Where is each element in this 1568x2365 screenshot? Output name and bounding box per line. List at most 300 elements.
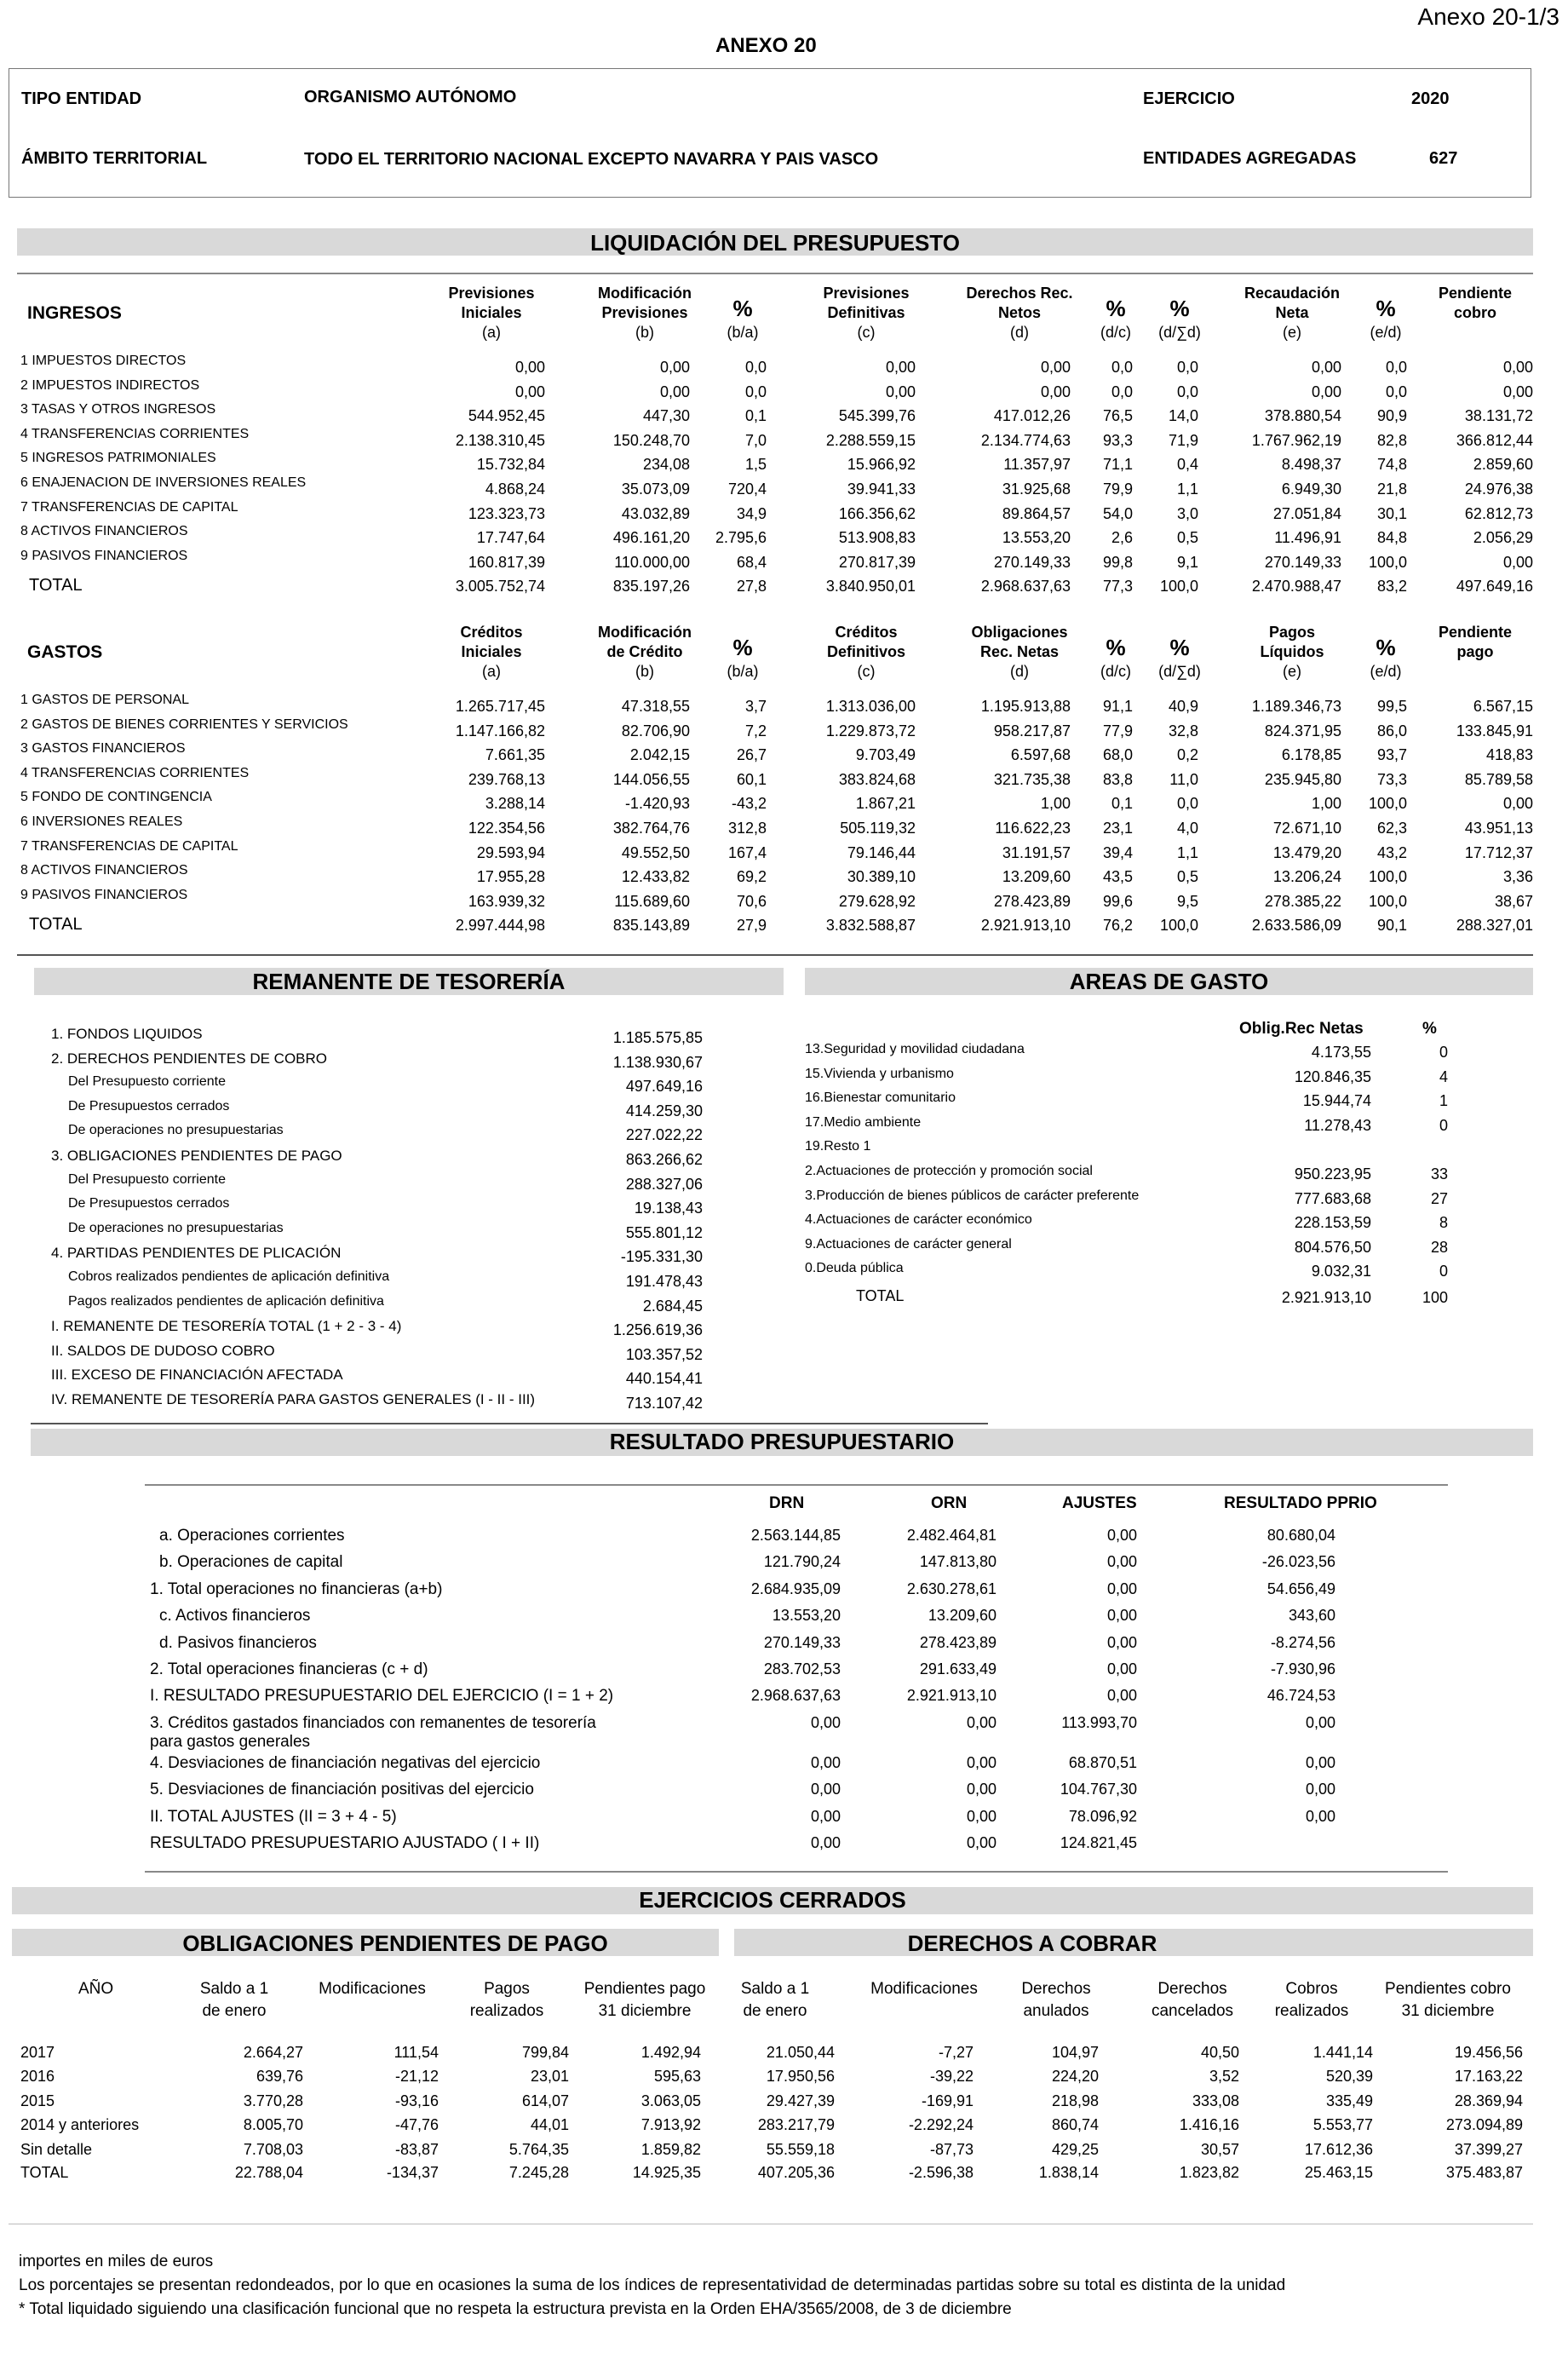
resultado-cell: 13.209,60 [928,1607,997,1625]
ingresos-cell: 150.248,70 [612,431,690,449]
cerrados-cell: 595,63 [653,2068,701,2086]
cerrados-cell: -87,73 [929,2140,974,2158]
ingresos-cell: 4.868,24 [485,480,545,498]
gastos-cell: 1,1 [1176,843,1198,861]
ingresos-cell: 90,9 [1376,407,1407,425]
ingresos-cell: 100,0 [1368,553,1407,571]
areas-col-oblig: Oblig.Rec Netas [1239,1020,1364,1038]
liquidacion-rule [17,273,1533,274]
ingresos-col-head3: (d) [1010,324,1029,341]
cerrados-col-head2: anulados [1023,2002,1089,2020]
ingresos-cell: 544.952,45 [468,407,545,425]
ingresos-cell: 0,0 [1385,383,1407,400]
ingresos-cell: 7,0 [744,431,767,449]
cerrados-cell: 17.950,56 [766,2068,835,2086]
ingresos-cell: 0,00 [1502,359,1533,376]
ingresos-cell: 84,8 [1376,529,1407,547]
areas-row-pct: 27 [1430,1189,1448,1207]
areas-row-pct: 8 [1439,1214,1448,1232]
gastos-cell: 6.567,15 [1473,698,1533,715]
ingresos-cell: 11.357,97 [1003,456,1071,474]
ingresos-cell: 270.149,33 [993,553,1071,571]
remanente-row-value: 713.107,42 [625,1395,703,1412]
gastos-cell: 505.119,32 [840,820,916,837]
cerrados-cell: -2.292,24 [908,2116,974,2134]
cerrados-col-head2: 31 diciembre [598,2002,692,2020]
resultado-row-label: c. Activos financieros [159,1607,311,1626]
gastos-cell: 133.845,91 [1456,722,1533,739]
ingresos-cell: 34,9 [736,504,767,522]
cerrados-cell: -83,87 [394,2140,439,2158]
gastos-row-label: 3 GASTOS FINANCIEROS [20,741,186,757]
resultado-cell: 2.630.278,61 [906,1580,997,1597]
cerrados-row-label: 2015 [20,2092,55,2109]
remanente-row-label: III. EXCESO DE FINANCIACIÓN AFECTADA [51,1367,343,1384]
areas-row-value: 804.576,50 [1294,1238,1371,1256]
cerrados-col-head2: 31 diciembre [1401,2002,1495,2020]
remanente-row-label: I. REMANENTE DE TESORERÍA TOTAL (1 + 2 - 3 - 4) [51,1318,402,1335]
gastos-cell: 116.622,23 [995,820,1071,837]
gastos-cell: 0,00 [1502,795,1533,813]
gastos-col-head2: % [1106,635,1126,660]
footer-note-classification: * Total liquidado siguiendo una clasificación funcional que no respeta la estructura prevista en la Orden EHA/3565/2008, de 3 de diciembre [19,2300,1012,2318]
ingresos-col-head2: Iniciales [461,304,522,321]
ingresos-cell: 0,0 [1111,383,1133,400]
resultado-cell: 2.482.464,81 [906,1527,997,1544]
resultado-row-label: b. Operaciones de capital [159,1553,343,1572]
ingresos-cell: 110.000,00 [614,553,690,571]
ingresos-cell: 0,00 [659,359,690,376]
annex-title: ANEXO 20 [715,34,817,57]
gastos-cell: 1,00 [1311,795,1341,813]
ingresos-cell: 0,00 [1311,359,1341,376]
remanente-row-value: -195.331,30 [620,1248,703,1266]
resultado-title: RESULTADO PRESUPUESTARIO [31,1429,1533,1456]
gastos-cell: 60,1 [736,770,767,788]
cerrados-cell: 218,98 [1051,2092,1099,2109]
cerrados-cell: 335,49 [1325,2092,1373,2109]
gastos-cell: 144.056,55 [612,770,690,788]
ingresos-cell: 82,8 [1376,431,1407,449]
gastos-cell: 321.735,38 [993,770,1071,788]
resultado-cell: 0,00 [1106,1633,1137,1651]
ingresos-col-head1: Derechos Rec. [966,285,1073,302]
areas-row-label: 15.Vivienda y urbanismo [805,1066,954,1081]
cerrados-row-label: Sin detalle [20,2140,93,2158]
areas-row-label: 19.Resto 1 [805,1139,871,1154]
cerrados-col-head2: cancelados [1151,2002,1234,2020]
ingresos-cell: 71,1 [1102,456,1133,474]
gastos-total-cell: 90,1 [1376,917,1407,935]
resultado-cell: -26.023,56 [1261,1553,1335,1571]
ingresos-cell: 1,5 [744,456,767,474]
areas-row-pct: 33 [1430,1165,1448,1182]
cerrados-cell: -21,12 [394,2068,439,2086]
entity-info-box [9,68,1531,198]
areas-title: AREAS DE GASTO [1069,969,1269,994]
cerrados-col-head1: Modificaciones [870,1980,978,1998]
gastos-cell: 100,0 [1368,795,1407,813]
cerrados-cell: 8.005,70 [243,2116,303,2134]
cerrados-col-head1: Cobros [1285,1980,1338,1998]
gastos-cell: 278.423,89 [993,892,1071,910]
cerrados-cell: 14.925,35 [632,2164,701,2181]
ingresos-col-head1: Recaudación [1243,285,1341,302]
areas-row-value: 120.846,35 [1294,1067,1371,1085]
cerrados-row-label: 2017 [20,2044,55,2061]
ingresos-cell: 0,4 [1176,456,1198,474]
gastos-total-cell: 2.921.913,10 [980,917,1071,935]
cerrados-col-head1: Saldo a 1 [740,1980,810,1998]
resultado-cell: 0,00 [1305,1713,1335,1731]
ingresos-cell: 0,00 [1040,359,1071,376]
gastos-cell: 6.178,85 [1281,746,1341,764]
ingresos-cell: 270.149,33 [1264,553,1341,571]
remanente-row-label: De operaciones no presupuestarias [68,1123,284,1138]
ingresos-total-cell: 3.840.950,01 [825,578,916,596]
cerrados-cell: -39,22 [929,2068,974,2086]
remanente-row-value: 1.185.575,85 [612,1029,703,1046]
ingresos-cell: 27.051,84 [1272,504,1341,522]
resultado-top-rule [145,1484,1448,1486]
ingresos-total-cell: 100,0 [1159,578,1198,596]
ingresos-col-head1: Pendiente [1438,285,1513,302]
resultado-cell: 68.870,51 [1068,1753,1137,1771]
areas-row-pct: 4 [1439,1067,1448,1085]
gastos-cell: 39,4 [1102,843,1133,861]
cerrados-cell: 30,57 [1200,2140,1239,2158]
cerrados-title: EJERCICIOS CERRADOS [12,1887,1533,1914]
cerrados-cell: 2.664,27 [243,2044,303,2061]
gastos-cell: 278.385,22 [1264,892,1341,910]
gastos-cell: 31.191,57 [1002,843,1071,861]
ingresos-row-label: 8 ACTIVOS FINANCIEROS [20,524,188,539]
gastos-cell: 32,8 [1168,722,1198,739]
gastos-cell: 83,8 [1102,770,1133,788]
ingresos-cell: 9,1 [1176,553,1198,571]
ingresos-cell: 62.812,73 [1464,504,1533,522]
cerrados-col-head1: Pendientes cobro [1385,1980,1511,1998]
cerrados-cell: 429,25 [1051,2140,1099,2158]
ingresos-cell: 30,1 [1376,504,1407,522]
cerrados-cell: 3.770,28 [243,2092,303,2109]
ingresos-col-head3: (c) [857,324,876,341]
gastos-cell: 77,9 [1102,722,1133,739]
ejercicio-label: EJERCICIO [1143,89,1235,108]
cerrados-cell: 614,07 [521,2092,569,2109]
gastos-col-head2: % [1169,635,1190,660]
ingresos-cell: 123.323,73 [468,504,545,522]
resultado-cell: -7.930,96 [1270,1660,1335,1677]
ingresos-total-cell: 83,2 [1376,578,1407,596]
resultado-row-label: 4. Desviaciones de financiación negativas del ejercicio [150,1753,541,1772]
gastos-cell: 99,5 [1376,698,1407,715]
gastos-row-label: 8 ACTIVOS FINANCIEROS [20,863,188,878]
ingresos-col-head2: % [1169,296,1190,321]
resultado-row-label-cont: para gastos generales [150,1732,311,1751]
areas-total-pct: 100 [1422,1289,1448,1306]
gastos-col-head3: (b/a) [727,663,759,680]
gastos-cell: 9.703,49 [855,746,916,764]
gastos-cell: 7.661,35 [485,746,545,764]
gastos-cell: 958.217,87 [993,722,1071,739]
cerrados-cell: 25.463,15 [1304,2164,1373,2181]
gastos-cell: 73,3 [1376,770,1407,788]
ingresos-cell: 3,0 [1176,504,1198,522]
resultado-cell: 2.921.913,10 [906,1687,997,1705]
ingresos-cell: 2.795,6 [715,529,767,547]
ingresos-cell: 160.817,39 [468,553,545,571]
resultado-cell: 104.767,30 [1060,1781,1137,1798]
ingresos-cell: 366.812,44 [1456,431,1533,449]
gastos-cell: 6.597,68 [1010,746,1071,764]
remanente-row-value: 288.327,06 [625,1175,703,1193]
remanente-row-label: 1. FONDOS LIQUIDOS [51,1026,203,1042]
ambito-label: ÁMBITO TERRITORIAL [21,149,208,168]
ingresos-col-head3: (b) [635,324,654,341]
tipo-entidad-value: ORGANISMO AUTÓNOMO [304,88,517,106]
areas-row-label: 9.Actuaciones de carácter general [805,1236,1012,1252]
ingresos-cell: 24.976,38 [1464,480,1533,498]
cerrados-col-head1: Modificaciones [319,1980,426,1998]
cerrados-cell: -169,91 [921,2092,974,2109]
ingresos-cell: 74,8 [1376,456,1407,474]
cerrados-cell: 283.217,79 [757,2116,835,2134]
ingresos-cell: 15.732,84 [476,456,545,474]
ingresos-section-label: INGRESOS [27,303,122,323]
resultado-cell: 121.790,24 [763,1553,841,1571]
ingresos-total-cell: 77,3 [1102,578,1133,596]
cerrados-cell: 273.094,89 [1445,2116,1523,2134]
resultado-cell: 0,00 [966,1834,997,1851]
ingresos-cell: 0,0 [1176,383,1198,400]
gastos-cell: 38,67 [1494,892,1533,910]
gastos-cell: 3,36 [1502,868,1533,886]
gastos-cell: -1.420,93 [624,795,690,813]
gastos-cell: 115.689,60 [614,892,690,910]
ingresos-row-label: 1 IMPUESTOS DIRECTOS [20,354,187,368]
resultado-cell: 124.821,45 [1060,1834,1137,1851]
gastos-cell: 12.433,82 [621,868,690,886]
obligaciones-title: OBLIGACIONES PENDIENTES DE PAGO [182,1931,608,1956]
gastos-cell: 49.552,50 [621,843,690,861]
remanente-row-value: 19.138,43 [634,1200,703,1217]
ingresos-total-cell: 497.649,16 [1456,578,1533,596]
gastos-cell: 383.824,68 [838,770,916,788]
gastos-cell: 17.955,28 [476,868,545,886]
remanente-row-label: 2. DERECHOS PENDIENTES DE COBRO [51,1050,328,1067]
gastos-cell: 1.229.873,72 [825,722,916,739]
resultado-cell: 78.096,92 [1068,1807,1137,1825]
gastos-cell: 122.354,56 [468,820,545,837]
ingresos-cell: 2.859,60 [1473,456,1533,474]
cerrados-cell: 17.163,22 [1454,2068,1523,2086]
gastos-cell: 1,00 [1040,795,1071,813]
ingresos-col-head3: (e/d) [1370,324,1402,341]
gastos-cell: 43,5 [1102,868,1133,886]
cerrados-cell: 104,97 [1051,2044,1099,2061]
ingresos-cell: 31.925,68 [1002,480,1071,498]
ingresos-cell: 2.138.310,45 [455,431,545,449]
gastos-cell: 1.189.346,73 [1251,698,1341,715]
gastos-col-head3: (e/d) [1370,663,1402,680]
ingresos-cell: 89.864,57 [1002,504,1071,522]
resultado-cell: 0,00 [1106,1527,1137,1544]
remanente-row-label: II. SALDOS DE DUDOSO COBRO [51,1342,275,1359]
ingresos-total-cell: 2.470.988,47 [1251,578,1341,596]
resultado-cell: 0,00 [1305,1753,1335,1771]
cerrados-cell: 1.416,16 [1179,2116,1239,2134]
cerrados-row-label: 2014 y anteriores [20,2116,140,2134]
remanente-bottom-rule [31,1423,988,1424]
areas-row-value: 11.278,43 [1304,1116,1371,1134]
resultado-row-label: RESULTADO PRESUPUESTARIO AJUSTADO ( I + II) [150,1834,540,1852]
ingresos-cell: 0,00 [885,383,916,400]
areas-row-value: 777.683,68 [1294,1189,1371,1207]
remanente-row-value: 191.478,43 [625,1273,703,1290]
gastos-cell: 1.313.036,00 [825,698,916,715]
ingresos-col-head2: Netos [997,304,1041,321]
gastos-row-label: 4 TRANSFERENCIAS CORRIENTES [20,765,250,780]
ingresos-col-head3: (a) [482,324,501,341]
cerrados-cell: 44,01 [530,2116,569,2134]
gastos-col-head1: Pendiente [1438,624,1513,641]
gastos-cell: 382.764,76 [612,820,690,837]
ingresos-col-head2: cobro [1453,304,1496,321]
gastos-row-label: 9 PASIVOS FINANCIEROS [20,887,188,902]
resultado-cell: 0,00 [1106,1553,1137,1571]
ingresos-row-label: 3 TASAS Y OTROS INGRESOS [20,402,216,417]
cerrados-cell: -7,27 [938,2044,974,2061]
ingresos-cell: 0,00 [514,383,545,400]
gastos-cell: 9,5 [1176,892,1198,910]
cerrados-cell: 5.553,77 [1312,2116,1373,2134]
gastos-cell: 1.867,21 [855,795,916,813]
cerrados-cell: -2.596,38 [908,2164,974,2181]
ingresos-cell: 0,0 [744,359,767,376]
cerrados-cell: 3.063,05 [640,2092,701,2109]
resultado-row-label: I. RESULTADO PRESUPUESTARIO DEL EJERCICIO (I = 1 + 2) [150,1687,614,1706]
areas-row-label: 16.Bienestar comunitario [805,1090,956,1106]
ingresos-col-head3: (b/a) [727,324,759,341]
areas-row-label: 0.Deuda pública [805,1261,904,1276]
cerrados-cell: 1.823,82 [1179,2164,1239,2181]
gastos-cell: 279.628,92 [838,892,916,910]
gastos-cell: 312,8 [727,820,767,837]
cerrados-cell: 520,39 [1325,2068,1373,2086]
gastos-cell: 1.265.717,45 [455,698,545,715]
cerrados-col-head2: realizados [1274,2002,1349,2020]
resultado-cell: 270.149,33 [763,1633,841,1651]
ingresos-total-cell: 27,8 [736,578,767,596]
cerrados-cell: 224,20 [1051,2068,1099,2086]
resultado-cell: 278.423,89 [919,1633,997,1651]
resultado-cell: 0,00 [810,1713,841,1731]
ingresos-cell: 1,1 [1176,480,1198,498]
gastos-total-cell: 27,9 [736,917,767,935]
gastos-total-cell: 835.143,89 [612,917,690,935]
ingresos-cell: 11.496,91 [1274,529,1341,547]
gastos-cell: 43,2 [1376,843,1407,861]
gastos-total-cell: 76,2 [1102,917,1133,935]
cerrados-cell: 333,08 [1192,2092,1239,2109]
gastos-row-label: 6 INVERSIONES REALES [20,814,183,829]
gastos-cell: 11,0 [1169,770,1198,788]
ingresos-col-head2: % [732,296,753,321]
cerrados-cell: 375.483,87 [1445,2164,1523,2181]
ingresos-col-head2: Neta [1275,304,1309,321]
ingresos-cell: 54,0 [1102,504,1133,522]
resultado-cell: 147.813,80 [919,1553,997,1571]
ingresos-cell: 0,00 [1502,553,1533,571]
gastos-col-head2: % [732,635,753,660]
resultado-cell: 0,00 [1305,1807,1335,1825]
tipo-entidad-label: TIPO ENTIDAD [21,89,142,108]
resultado-cell: 0,00 [810,1753,841,1771]
ingresos-cell: 2.288.559,15 [825,431,916,449]
gastos-col-head3: (a) [482,663,501,680]
cerrados-col-head1: Derechos [1157,1980,1227,1998]
cerrados-col-head2: de enero [743,2002,807,2020]
gastos-total-cell: 2.633.586,09 [1251,917,1341,935]
ingresos-cell: 496.161,20 [612,529,690,547]
ingresos-col-head1: Modificación [597,285,692,302]
ingresos-cell: 2.056,29 [1473,529,1533,547]
cerrados-cell: 1.859,82 [640,2140,701,2158]
entidades-label: ENTIDADES AGREGADAS [1143,149,1357,168]
remanente-row-value: 1.256.619,36 [612,1321,703,1339]
resultado-row-label: 1. Total operaciones no financieras (a+b) [150,1580,443,1598]
cerrados-cell: 21.050,44 [766,2044,835,2061]
remanente-row-label: 4. PARTIDAS PENDIENTES DE PLICACIÓN [51,1245,342,1262]
ingresos-total-cell: 2.968.637,63 [980,578,1071,596]
gastos-cell: 91,1 [1102,698,1133,715]
gastos-row-label: 1 GASTOS DE PERSONAL [20,693,189,707]
ingresos-cell: 0,0 [1385,359,1407,376]
resultado-cell: 0,00 [966,1753,997,1771]
areas-row-pct: 0 [1439,1044,1448,1061]
resultado-cell: 0,00 [966,1713,997,1731]
resultado-cell: 0,00 [1106,1580,1137,1597]
gastos-col-head1: Modificación [597,624,692,641]
gastos-cell: 7,2 [744,722,767,739]
resultado-cell: 0,00 [810,1834,841,1851]
resultado-row-label: 2. Total operaciones financieras (c + d) [150,1660,428,1678]
ingresos-col-head1: Previsiones [823,285,910,302]
cerrados-cell: -93,16 [394,2092,439,2109]
ingresos-cell: 21,8 [1376,480,1407,498]
resultado-col-head: RESULTADO PPRIO [1224,1494,1377,1512]
cerrados-col-head1: Derechos [1021,1980,1091,1998]
ingresos-cell: 39.941,33 [847,480,916,498]
remanente-row-value: 497.649,16 [625,1078,703,1096]
ingresos-cell: 378.880,54 [1264,407,1341,425]
gastos-row-label: 2 GASTOS DE BIENES CORRIENTES Y SERVICIOS [20,716,348,732]
areas-row-label: 4.Actuaciones de carácter económico [805,1212,1032,1228]
areas-row-pct: 1 [1439,1092,1448,1110]
remanente-row-value: 440.154,41 [625,1370,703,1388]
gastos-cell: 0,0 [1176,795,1198,813]
cerrados-cell: 407.205,36 [757,2164,835,2181]
ingresos-row-label: 2 IMPUESTOS INDIRECTOS [20,377,200,393]
liquidacion-title: LIQUIDACIÓN DEL PRESUPUESTO [590,230,960,256]
resultado-cell: 46.724,53 [1266,1687,1335,1705]
ingresos-cell: 79,9 [1102,480,1133,498]
gastos-total-label: TOTAL [29,915,83,935]
derechos-title: DERECHOS A COBRAR [907,1931,1157,1956]
areas-row-pct: 0 [1439,1263,1448,1280]
ingresos-cell: 720,4 [727,480,767,498]
